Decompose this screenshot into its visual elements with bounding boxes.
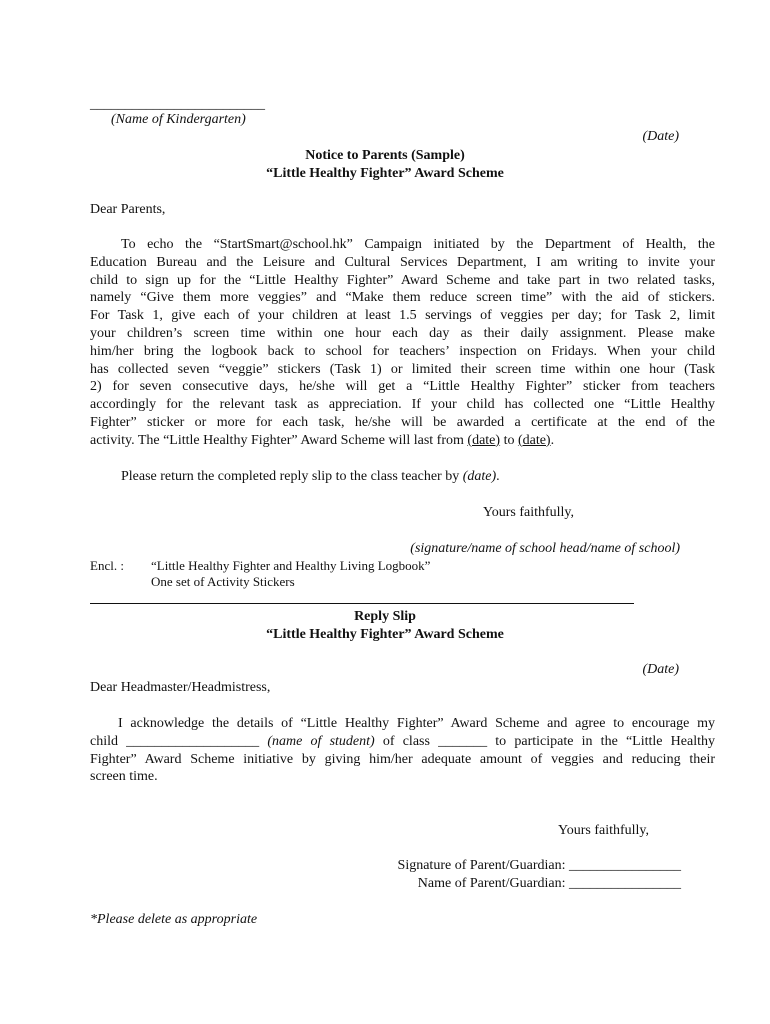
cut-line-divider bbox=[90, 603, 634, 604]
reply-slip-title: Reply Slip bbox=[354, 609, 416, 624]
notice-body-line: For Task 1, give each of your children at least 1.5 servings of veggies per day; for Task 2, limit bbox=[90, 308, 715, 324]
notice-closing: Yours faithfully, bbox=[483, 505, 575, 520]
reply-closing: Yours faithfully, bbox=[558, 823, 650, 838]
notice-body-line: namely “Give them more veggies” and “Make them reduce screen time” with the aid of stickers. bbox=[90, 290, 715, 306]
to-word: to bbox=[500, 432, 518, 448]
reply-body-line: I acknowledge the details of “Little Healthy Fighter” Award Scheme and agree to encourage my bbox=[118, 716, 715, 731]
kindergarten-name-blank: _________________________ bbox=[90, 97, 265, 112]
notice-body-line: him/her bring the logbook back to school for teachers’ inspection on Fridays. When your child bbox=[90, 343, 715, 359]
reply-body-line bbox=[90, 733, 715, 751]
enclosure-item-stickers: One set of Activity Stickers bbox=[151, 574, 295, 589]
return-date: (date) bbox=[462, 469, 497, 484]
notice-body-line: To echo the “StartSmart@school.hk” Campaign initiated by the Department of Health, the bbox=[121, 237, 715, 252]
class-blank-text[interactable]: of class _______ to participate in the “Little Healthy bbox=[374, 733, 715, 749]
student-name-label: (name of student) bbox=[267, 733, 375, 749]
return-instruction bbox=[121, 468, 500, 486]
reply-body-line: Fighter” Award Scheme initiative by giving him/her adequate amount of veggies and reducing their bbox=[90, 751, 715, 767]
end-date-field: (date) bbox=[517, 432, 551, 448]
notice-body-line: Education Bureau and the Leisure and Cultural Services Department, I am writing to invite your bbox=[90, 254, 715, 270]
start-date-field: (date) bbox=[467, 432, 501, 448]
enclosure-label: Encl. : bbox=[90, 558, 124, 573]
notice-title: Notice to Parents (Sample) bbox=[305, 148, 465, 163]
kindergarten-name-label: (Name of Kindergarten) bbox=[111, 112, 246, 127]
notice-body-line: child to sign up for the “Little Healthy Fighter” Award Scheme and take part in two related tasks, bbox=[90, 272, 715, 288]
notice-body bbox=[90, 236, 715, 450]
reply-slip-subtitle: “Little Healthy Fighter” Award Scheme bbox=[266, 627, 504, 642]
notice-body-last-line bbox=[90, 432, 715, 450]
reply-body bbox=[90, 715, 715, 786]
return-suffix: . bbox=[496, 469, 500, 484]
student-name-blank[interactable]: child ___________________ bbox=[90, 733, 268, 749]
notice-body-line: has collected seven “veggie” stickers (Task 1) or limited their screen time within one hour (Task bbox=[90, 361, 715, 377]
reply-salutation: Dear Headmaster/Headmistress, bbox=[90, 680, 271, 695]
notice-body-line: Fighter” sticker or more for each task, he/she will be awarded a certificate at the end of the bbox=[90, 414, 715, 430]
notice-salutation: Dear Parents, bbox=[90, 202, 166, 217]
reply-date: (Date) bbox=[642, 662, 679, 677]
reply-body-line: screen time. bbox=[90, 769, 158, 785]
parent-signature-field[interactable]: Signature of Parent/Guardian: ________________ bbox=[397, 858, 681, 873]
notice-body-line: accordingly for the relevant task as appreciation. If your child has collected one “Little Healthy bbox=[90, 397, 715, 413]
delete-footnote: *Please delete as appropriate bbox=[90, 912, 258, 927]
notice-date: (Date) bbox=[642, 129, 679, 144]
body-last-text: activity. The “Little Healthy Fighter” Award Scheme will last from bbox=[90, 432, 468, 448]
body-last-suffix: . bbox=[550, 432, 555, 448]
notice-subtitle: “Little Healthy Fighter” Award Scheme bbox=[266, 166, 504, 181]
notice-body-line: 2) for seven consecutive days, he/she will get a “Little Healthy Fighter” sticker from teachers bbox=[90, 379, 715, 395]
notice-body-line: your children’s screen time within one hour each day as their daily assignment. Please make bbox=[90, 325, 715, 341]
enclosure-item-logbook: “Little Healthy Fighter and Healthy Living Logbook” bbox=[151, 558, 431, 573]
return-text: Please return the completed reply slip to the class teacher by bbox=[121, 469, 463, 484]
school-head-signature: (signature/name of school head/name of school) bbox=[410, 541, 680, 556]
parent-name-field[interactable]: Name of Parent/Guardian: ________________ bbox=[417, 876, 681, 891]
